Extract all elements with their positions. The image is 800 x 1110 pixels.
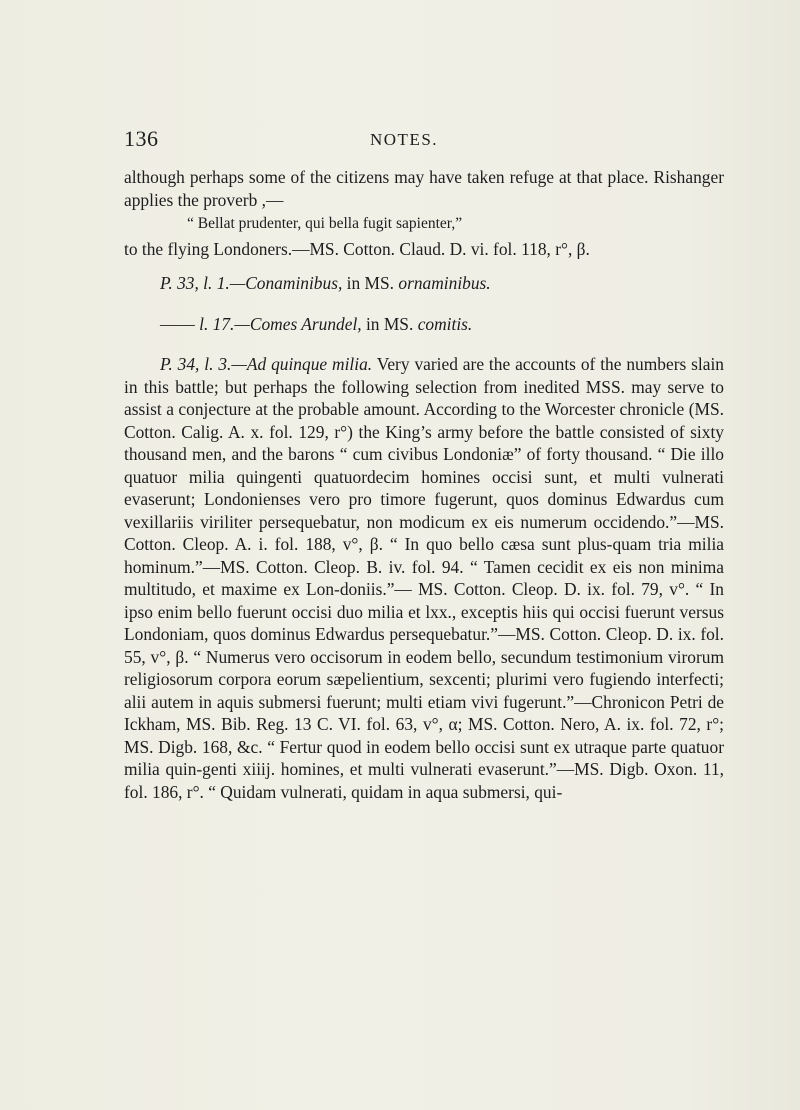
note-reference: P. 34, l. 3. xyxy=(160,354,232,374)
note-comes-arundel xyxy=(124,313,724,336)
notes-body xyxy=(124,166,724,803)
note-text: Very varied are the accounts of the numbers slain in this battle; but perhaps the following selection from inedited MSS. may serve to assist a conjecture at the probable amount. According to the Worcester chronicle (MS. Cotton. Calig. A. x. fol. 129, r°) the King’s army before the battle consisted of sixty thousand men, and the barons “ cum civibus Londoniæ” of forty thousand. “ Die illo quatuor milia quingenti quatuordecim homines occisi sunt, et multi vulnerati evaserunt; Londonienses vero pro timore fugerunt, quos dominus Edwardus cum vexillariis viriliter persequebatur, non modicum ex eis numerum occidendo.”—MS. Cotton. Cleop. A. i. fol. 188, v°, β. “ In quo bello cæsa sunt plus-quam tria milia hominum.”—MS. Cotton. Cleop. B. iv. fol. 94. “ Tamen cecidit ex eis non minima multitudo, et maxime ex Lon-doniis.”— MS. Cotton. Cleop. D. ix. fol. 79, v°. “ In ipso enim bello fuerunt occisi duo milia et lxx., exceptis hiis qui occisi fuerunt versus Londoniam, quos dominus Edwardus persequebatur.”—MS. Cotton. Cleop. D. ix. fol. 55, v°, β. “ Numerus vero occisorum in eodem bello, secundum testimonium virorum religiosorum corpora eorum sæpelientium, sexcenti; plurimi vero fugiendo interfecti; alii autem in aquis submersi fuerunt; multi etiam vivi fugerunt.”—Chronicon Petri de Ickham, MS. Bib. Reg. 13 C. VI. fol. 63, v°, α; MS. Cotton. Nero, A. ix. fol. 72, r°; MS. Digb. 168, &c. “ Fertur quod in eodem bello occisi sunt ex utraque parte quatuor milia quin-genti xiiij. homines, et multi vulnerati evaserunt.”—MS. Digb. Oxon. 11, fol. 186, r°. “ Quidam vulnerati, quidam in aqua submersi, qui- xyxy=(124,354,725,802)
note-lemma: —Comes Arundel, xyxy=(234,313,362,334)
note-lemma: —Conaminibus, xyxy=(229,273,343,293)
note-ms-reading: comitis. xyxy=(417,313,473,334)
note-ms-reading: ornaminibus. xyxy=(398,273,491,293)
page-header xyxy=(124,126,724,160)
running-head: NOTES. xyxy=(370,130,439,149)
note-quinque-milia xyxy=(124,353,724,803)
note-text: in MS. xyxy=(342,273,399,293)
paragraph-citation xyxy=(124,238,724,261)
page-number: 136 xyxy=(124,126,159,151)
note-reference: l. 17. xyxy=(194,313,235,334)
note-conaminibus xyxy=(124,272,724,295)
note-text: in MS. xyxy=(361,313,418,334)
note-lemma: —Ad quinque milia. xyxy=(231,354,373,374)
proverb-quote: “ Bellat prudenter, qui bella fugit sapienter,” xyxy=(187,215,463,232)
ditto-dash: —— xyxy=(160,313,195,334)
paragraph-rishanger xyxy=(124,166,724,211)
paragraph-text: although perhaps some of the citizens may have taken refuge at that place. Rishanger applies the proverb ,— xyxy=(124,167,724,210)
citation-text: to the flying Londoners.—MS. Cotton. Claud. D. vi. fol. 118, r°, β. xyxy=(124,238,590,259)
note-reference: P. 33, l. 1. xyxy=(160,273,230,293)
